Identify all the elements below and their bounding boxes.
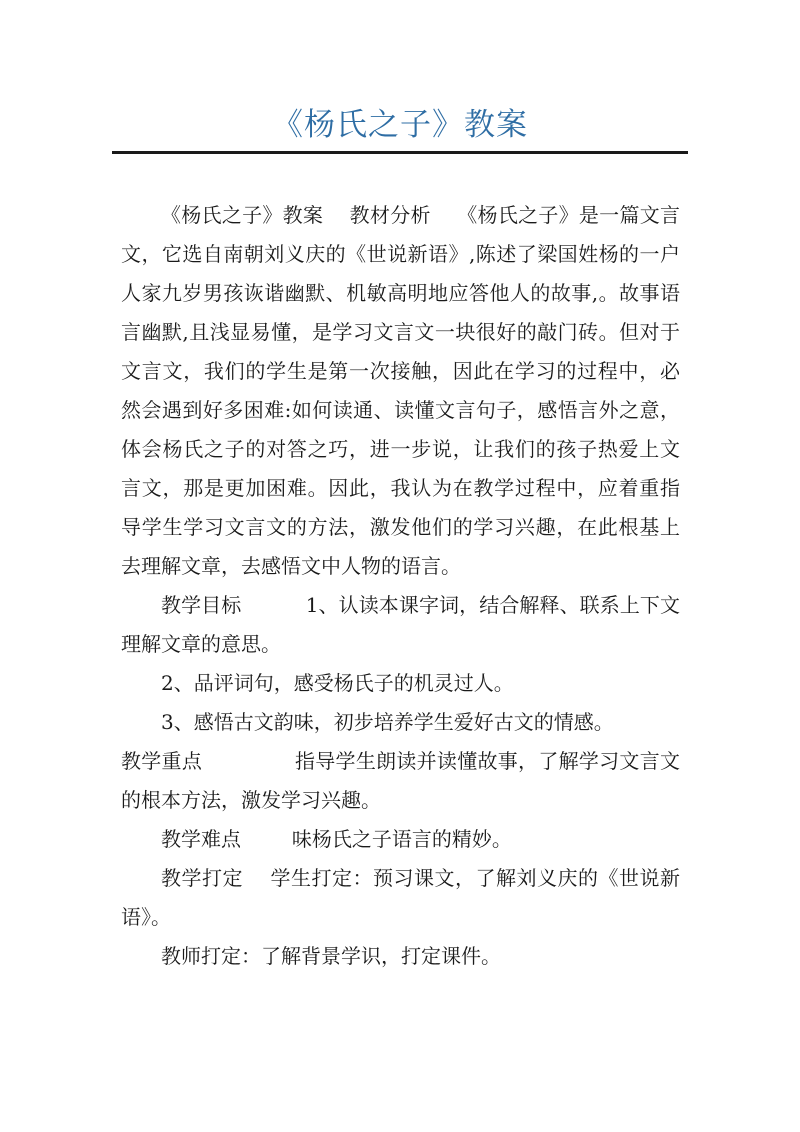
paragraph-material-analysis: 《杨氏之子》教案 教材分析 《杨氏之子》是一篇文言文，它选自南朝刘义庆的《世说新语》,陈述了梁国姓杨的一户人家九岁男孩诙谐幽默、机敏高明地应答他人的故事,。故事语言幽默,且浅显易懂，是学习文言文一块很好的敲门砖。但对于文言文，我们的学生是第一次接触，因此在学习的过程中，必然会遇到好多困难:如何读通、读懂文言句子，感悟言外之意，体会杨氏之子的对答之巧，进一步说，让我们的孩子热爱上文言文，那是更加困难。因此，我认为在教学过程中，应着重指导学生学习文言文的方法，激发他们的学习兴趣，在此根基上去理解文章，去感悟文中人物的语言。: [121, 203, 680, 578]
paragraph-preparation-teacher: 教师打定：了解背景学识，打定课件。: [161, 944, 501, 968]
document-body: [121, 196, 680, 976]
paragraph-preparation-student: 教学打定 学生打定：预习课文，了解刘义庆的《世说新语》。: [121, 866, 680, 929]
paragraph-teaching-goal-1: 教学目标 1、认读本课字词，结合解释、联系上下文理解文章的意思。: [121, 593, 680, 656]
paragraph-teaching-goal-3: 3、感悟古文韵味，初步培养学生爱好古文的情感。: [161, 710, 614, 734]
paragraph-teaching-focus: 教学重点 指导学生朗读并读懂故事，了解学习文言文的根本方法，激发学习兴趣。: [121, 749, 680, 812]
document-title: 《杨氏之子》教案: [272, 107, 528, 143]
title-divider: [112, 151, 688, 154]
paragraph-teaching-difficulty: 教学难点 味杨氏之子语言的精妙。: [161, 827, 512, 851]
paragraph-teaching-goal-2: 2、品评词句，感受杨氏子的机灵过人。: [161, 671, 514, 695]
